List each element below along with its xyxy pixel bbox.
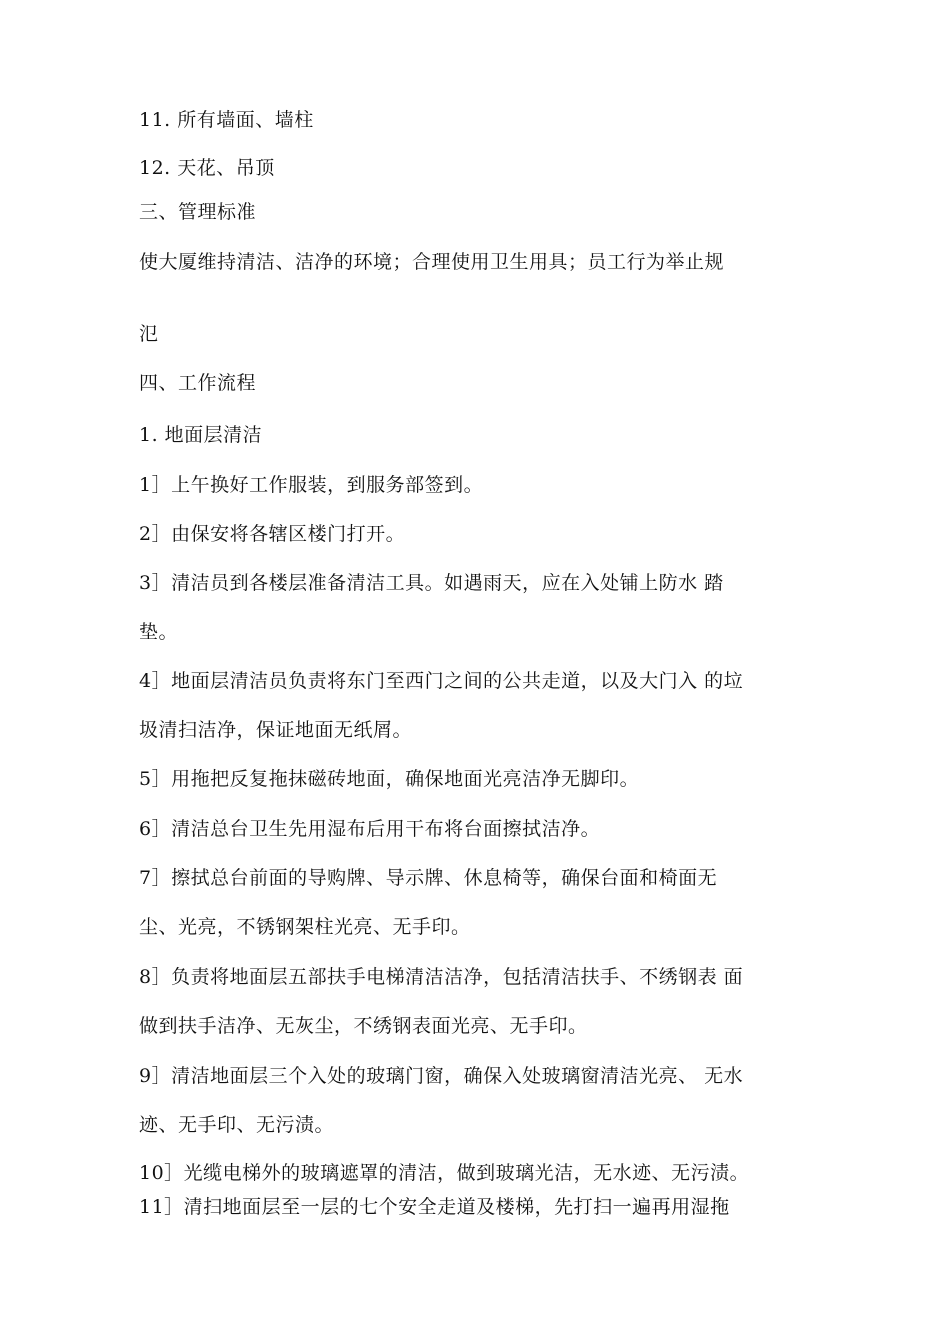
step-line: 11］清扫地面层至一层的七个安全走道及楼梯，先打扫一遍再用湿拖 [139, 1196, 730, 1218]
step-line: 尘、光亮，不锈钢架柱光亮、无手印。 [139, 916, 471, 938]
step-line: 垫。 [139, 621, 179, 643]
step-line: 8］负责将地面层五部扶手电梯清洁洁净，包括清洁扶手、不绣钢表 面 [139, 966, 744, 988]
step-line: 5］用拖把反复拖抹磁砖地面，确保地面光亮洁净无脚印。 [139, 768, 640, 790]
section-heading-workflow: 四、工作流程 [139, 372, 257, 394]
step-line: 10］光缆电梯外的玻璃遮罩的清洁，做到玻璃光洁，无水迹、无污渍。 [139, 1162, 750, 1184]
list-item-12-ceilings: 12. 天花、吊顶 [139, 157, 275, 179]
step-line: 3］清洁员到各楼层准备清洁工具。如遇雨天，应在入处铺上防水 踏 [139, 572, 724, 594]
step-line: 4］地面层清洁员负责将东门至西门之间的公共走道，以及大门入 的垃 [139, 670, 744, 692]
subsection-heading-ground-floor-cleaning: 1. 地面层清洁 [139, 424, 263, 446]
paragraph-line: 使大厦维持清洁、洁净的环境；合理使用卫生用具；员工行为举止规 [139, 251, 725, 273]
step-line: 做到扶手洁净、无灰尘，不绣钢表面光亮、无手印。 [139, 1015, 588, 1037]
step-line: 6］清洁总台卫生先用湿布后用干布将台面擦拭洁净。 [139, 818, 601, 840]
section-heading-management-standards: 三、管理标准 [139, 201, 257, 223]
step-line: 1］上午换好工作服装，到服务部签到。 [139, 474, 484, 496]
step-line: 2］由保安将各辖区楼门打开。 [139, 523, 406, 545]
paragraph-line: 氾 [139, 323, 159, 345]
list-item-11-walls: 11. 所有墙面、墙柱 [139, 109, 314, 131]
step-line: 7］擦拭总台前面的导购牌、导示牌、休息椅等，确保台面和椅面无 [139, 867, 718, 889]
step-line: 9］清洁地面层三个入处的玻璃门窗，确保入处玻璃窗清洁光亮、 无水 [139, 1065, 744, 1087]
step-line: 圾清扫洁净，保证地面无纸屑。 [139, 719, 413, 741]
step-line: 迹、无手印、无污渍。 [139, 1114, 335, 1136]
